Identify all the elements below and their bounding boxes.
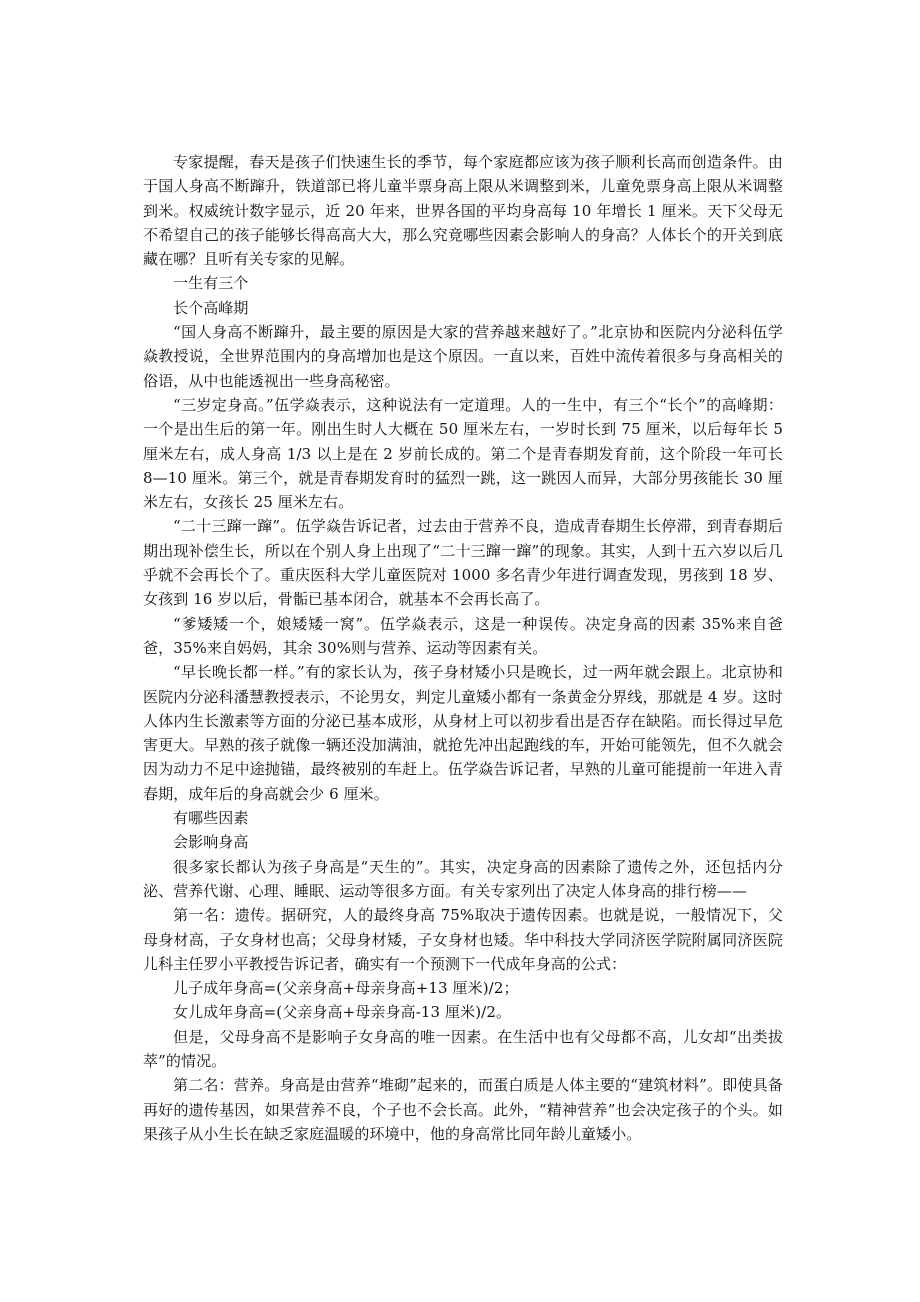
body-paragraph: 但是，父母身高不是影响子女身高的唯一因素。在生活中也有父母都不高，儿女却“出类拔萃”的情况。 [143, 1027, 783, 1070]
body-paragraph: 很多家长都认为孩子身高是“天生的”。其实，决定身高的因素除了遗传之外，还包括内分泌、营养代谢、心理、睡眠、运动等很多方面。有关专家列出了决定人体身高的排行榜—— [143, 857, 783, 900]
body-paragraph: 第一名：遗传。据研究，人的最终身高 75%取决于遗传因素。也就是说，一般情况下，父母身材高，子女身材也高；父母身材矮，子女身材也矮。华中科技大学同济医学院附属同济医院儿科主任罗小平教授告诉记者，确实有一个预测下一代成年身高的公式： [143, 906, 783, 973]
body-paragraph: “国人身高不断蹿升，最主要的原因是大家的营养越来越好了。”北京协和医院内分泌科伍学焱教授说，全世界范围内的身高增加也是这个原因。一直以来，百姓中流传着很多与身高相关的俗语，从中也能透视出一些身高秘密。 [143, 323, 783, 390]
section-heading-line-1: 有哪些因素 [173, 809, 249, 828]
body-paragraph: “爹矮矮一个，娘矮矮一窝”。伍学焱表示，这是一种误传。决定身高的因素 35%来自爸爸，35%来自妈妈，其余 30%则与营养、运动等因素有关。 [143, 614, 783, 657]
section-heading-line-1: 一生有三个 [173, 274, 249, 293]
body-paragraph: “二十三蹿一蹿”。伍学焱告诉记者，过去由于营养不良，造成青春期生长停滞，到青春期后期出现补偿生长，所以在个别人身上出现了“二十三蹿一蹿”的现象。其实，人到十五六岁以后几乎就不会再长个了。重庆医科大学儿童医院对 1000 多名青少年进行调查发现，男孩到 18 岁、女孩到 16 岁以后，骨骺已基本闭合，就基本不会再长高了。 [143, 517, 783, 609]
article-body [143, 150, 783, 1146]
body-paragraph: 第二名：营养。身高是由营养“堆砌”起来的，而蛋白质是人体主要的“建筑材料”。即使具备再好的遗传基因，如果营养不良，个子也不会长高。此外，“精神营养”也会决定孩子的个头。如果孩子从小生长在缺乏家庭温暖的环境中，他的身高常比同年龄儿童矮小。 [143, 1076, 783, 1143]
section-heading-line-2: 会影响身高 [173, 833, 249, 852]
section-heading-line-2: 长个高峰期 [173, 298, 249, 317]
body-paragraph: “早长晚长都一样。”有的家长认为，孩子身材矮小只是晚长，过一两年就会跟上。北京协和医院内分泌科潘慧教授表示，不论男女，判定儿童矮小都有一条黄金分界线，那就是 4 岁。这时人体内生长激素等方面的分泌已基本成形，从身材上可以初步看出是否存在缺陷。而长得过早危害更大。早熟的孩子就像一辆还没加满油，就抢先冲出起跑线的车，开始可能领先，但不久就会因为动力不足中途抛锚，最终被别的车赶上。伍学焱告诉记者，早熟的儿童可能提前一年进入青春期，成年后的身高就会少 6 厘米。 [143, 663, 783, 803]
formula-daughter: 女儿成年身高=(父亲身高+母亲身高-13 厘米)/2。 [173, 1003, 512, 1022]
intro-paragraph: 专家提醒，春天是孩子们快速生长的季节，每个家庭都应该为孩子顺利长高而创造条件。由于国人身高不断蹿升，铁道部已将儿童半票身高上限从米调整到米，儿童免票身高上限从米调整到米。权威统计数字显示，近 20 年来，世界各国的平均身高每 10 年增长 1 厘米。天下父母无不希望自己的孩子能够长得高高大大，那么究竟哪些因素会影响人的身高？人体长个的开关到底藏在哪？且听有关专家的见解。 [143, 153, 783, 269]
formula-son: 儿子成年身高=(父亲身高+母亲身高+13 厘米)/2； [173, 979, 519, 998]
body-paragraph: “三岁定身高。”伍学焱表示，这种说法有一定道理。人的一生中，有三个“长个”的高峰期：一个是出生后的第一年。刚出生时人大概在 50 厘米左右，一岁时长到 75 厘米，以后每年长 5 厘米左右，成人身高 1/3 以上是在 2 岁前长成的。第二个是青春期发育前，这个阶段一年可长 8—10 厘米。第三个，就是青春期发育时的猛烈一跳，这一跳因人而异，大部分男孩能长 30 厘米左右，女孩长 25 厘米左右。 [143, 395, 783, 512]
